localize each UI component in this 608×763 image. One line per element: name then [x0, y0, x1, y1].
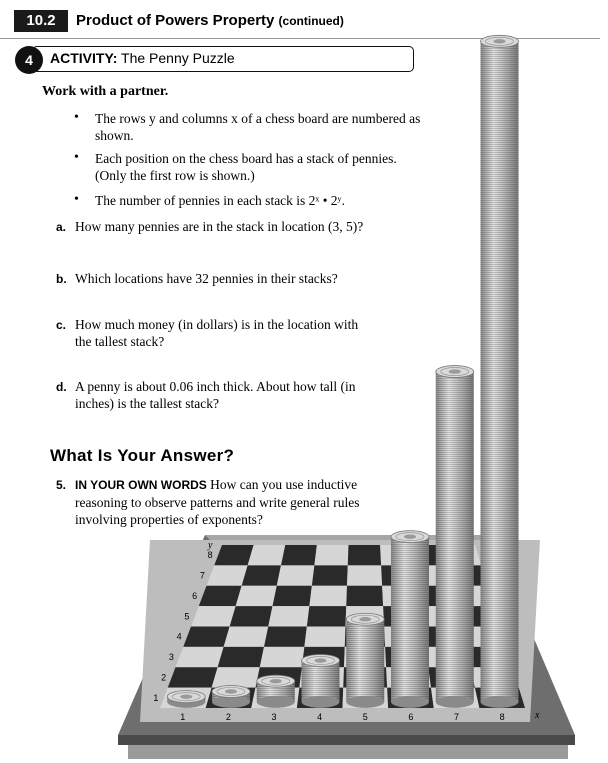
section-badge: 10.2 [14, 10, 68, 32]
bullet-dot: • [74, 192, 79, 207]
board-square [314, 545, 348, 565]
penny-stack-base [436, 696, 474, 708]
question-5-label: 5. [56, 478, 67, 492]
penny-face [225, 689, 237, 693]
column-number: 5 [362, 712, 368, 722]
bullet-1: The rows y and columns x of a chess board are numbered as shown. [95, 111, 421, 143]
question-5-body: How can you use inductive reasoning to observe patterns and write general rules involving properties of exponents? [75, 477, 360, 527]
penny-stack [391, 531, 429, 708]
work-with-partner: Work with a partner. [42, 84, 169, 99]
board-frame-front [118, 735, 575, 745]
penny-stack [436, 366, 474, 708]
penny-face [359, 617, 371, 621]
penny-stack-base [391, 696, 429, 708]
board-square [260, 647, 305, 667]
row-number: 8 [207, 550, 213, 561]
board-square [183, 627, 229, 647]
column-number: 6 [408, 712, 414, 722]
penny-stack [257, 675, 295, 708]
column-number: 8 [499, 712, 505, 722]
penny-stack-ridges [391, 537, 429, 702]
penny-face [180, 694, 192, 698]
penny-face [404, 534, 416, 538]
penny-stack-ridges [436, 372, 474, 702]
row-number: 4 [176, 631, 182, 642]
penny-stack [346, 613, 384, 708]
penny-stack [481, 35, 519, 707]
question-c-label: c. [56, 318, 67, 332]
board-base [128, 745, 568, 759]
penny-stack-ridges [346, 619, 384, 702]
activity-name: The Penny Puzzle [121, 50, 235, 66]
penny-stack-base [346, 696, 384, 708]
penny-stack [167, 691, 205, 708]
board-square [242, 565, 281, 585]
board-square [307, 606, 346, 626]
column-number: 2 [225, 712, 231, 722]
bullet-dot: • [74, 150, 79, 165]
board-square [212, 667, 260, 687]
penny-face [494, 39, 506, 43]
title-text: Product of Powers Property [76, 12, 275, 29]
activity-number: 4 [15, 46, 43, 74]
board-square [176, 647, 224, 667]
question-c-text: How much money (in dollars) is in the location with the tallest stack? [75, 317, 359, 349]
penny-face [270, 679, 282, 683]
title-subtitle: (continued) [278, 14, 344, 28]
penny-stack-ridges [481, 41, 519, 701]
bullet-dot: • [74, 110, 79, 125]
row-number: 3 [168, 652, 174, 663]
board-square [230, 606, 273, 626]
column-number: 1 [180, 712, 186, 722]
question-d-label: d. [56, 380, 67, 394]
board-square [312, 565, 348, 585]
board-square [236, 586, 277, 606]
x-axis-label: x [535, 710, 540, 721]
bullet-3: The number of pennies in each stack is 2ˣ • 2ʸ. [95, 193, 345, 208]
penny-stack-base [302, 696, 340, 708]
board-square [273, 586, 312, 606]
question-a-text: How many pennies are in the stack in location (3, 5)? [75, 219, 364, 234]
penny-stack-base [257, 696, 295, 708]
question-5-caps: IN YOUR OWN WORDS [75, 478, 207, 492]
board-square [248, 545, 286, 565]
board-square [264, 627, 307, 647]
penny-face [315, 658, 327, 662]
board-square [304, 627, 345, 647]
board-square [346, 586, 383, 606]
activity-label: ACTIVITY: [50, 50, 118, 66]
penny-stack-base [481, 696, 519, 708]
question-a-label: a. [56, 220, 67, 234]
question-b-label: b. [56, 272, 67, 286]
bullet-2: Each position on the chess board has a stack of pennies. (Only the first row is shown.) [95, 151, 397, 183]
board-square [348, 545, 381, 565]
row-number: 5 [184, 611, 190, 622]
row-number: 1 [153, 692, 159, 703]
penny-stack [212, 685, 250, 707]
penny-stack [302, 655, 340, 708]
column-number: 4 [317, 712, 323, 722]
board-square [191, 606, 236, 626]
y-axis-label: y [208, 540, 213, 551]
board-square [218, 647, 264, 667]
penny-face [449, 369, 461, 373]
row-number: 7 [199, 570, 205, 581]
board-square [168, 667, 218, 687]
board-square [268, 606, 309, 626]
board-square [347, 565, 382, 585]
row-number: 6 [192, 590, 198, 601]
row-number: 2 [161, 672, 167, 683]
question-d-text: A penny is about 0.06 inch thick. About how tall (in inches) is the tallest stack? [75, 379, 356, 411]
column-number: 7 [454, 712, 460, 722]
board-square [309, 586, 347, 606]
board-square [224, 627, 269, 647]
question-b-text: Which locations have 32 pennies in their stacks? [75, 271, 338, 286]
column-number: 3 [271, 712, 277, 722]
board-square [281, 545, 317, 565]
board-square [277, 565, 315, 585]
answer-heading: What Is Your Answer? [50, 446, 235, 465]
